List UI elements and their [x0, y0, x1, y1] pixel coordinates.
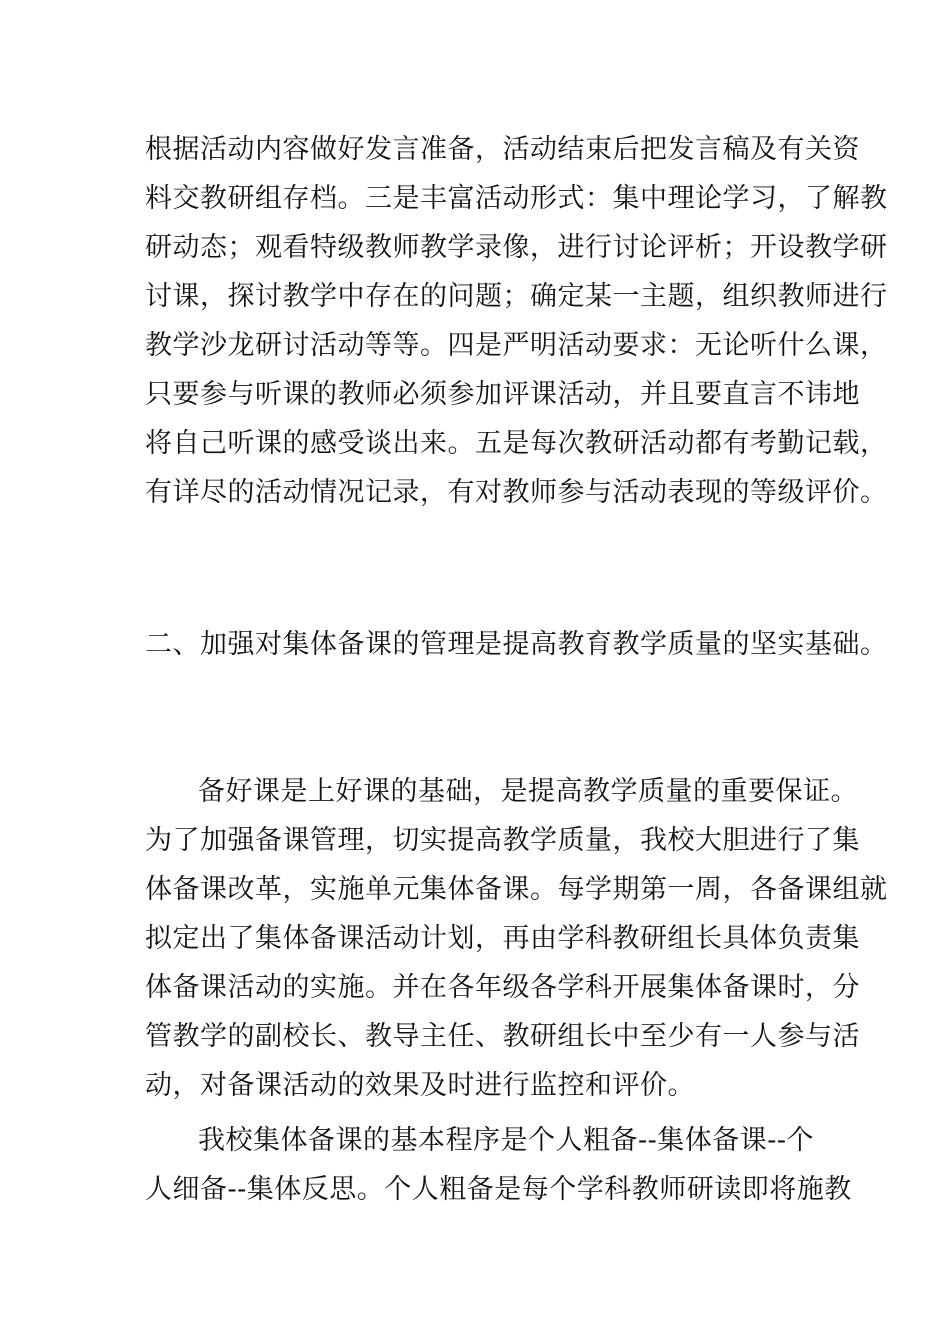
- text-line: 教学沙龙研讨活动等等。四是严明活动要求：无论听什么课，: [145, 330, 888, 361]
- text-line: 料交教研组存档。三是丰富活动形式：集中理论学习，了解教: [145, 183, 888, 214]
- text-line: 讨课，探讨教学中存在的问题；确定某一主题，组织教师进行: [145, 281, 888, 312]
- text-line: 管教学的副校长、教导主任、教研组长中至少有一人参与活: [145, 1021, 860, 1052]
- text-line: 拟定出了集体备课活动计划，再由学科教研组长具体负责集: [145, 923, 860, 954]
- text-line: 体备课活动的实施。并在各年级各学科开展集体备课时，分: [145, 972, 860, 1003]
- text-line: 只要参与听课的教师必须参加评课活动，并且要直言不讳地: [145, 379, 860, 410]
- text-line: 我校集体备课的基本程序是个人粗备--集体备课--个: [198, 1125, 814, 1156]
- text-line: 有详尽的活动情况记录，有对教师参与活动表现的等级评价。: [145, 477, 888, 508]
- section-heading: 二、加强对集体备课的管理是提高教育教学质量的坚实基础。: [145, 629, 888, 660]
- text-line: 为了加强备课管理，切实提高教学质量，我校大胆进行了集: [145, 825, 860, 856]
- text-line: 体备课改革，实施单元集体备课。每学期第一周，各备课组就: [145, 874, 888, 905]
- text-line: 人细备--集体反思。个人粗备是每个学科教师研读即将施教: [145, 1174, 852, 1205]
- text-line: 备好课是上好课的基础，是提高教学质量的重要保证。: [198, 776, 858, 807]
- text-line: 根据活动内容做好发言准备，活动结束后把发言稿及有关资: [145, 134, 860, 165]
- text-line: 动，对备课活动的效果及时进行监控和评价。: [145, 1070, 695, 1101]
- text-line: 将自己听课的感受谈出来。五是每次教研活动都有考勤记载，: [145, 428, 888, 459]
- text-line: 研动态；观看特级教师教学录像，进行讨论评析；开设教学研: [145, 232, 888, 263]
